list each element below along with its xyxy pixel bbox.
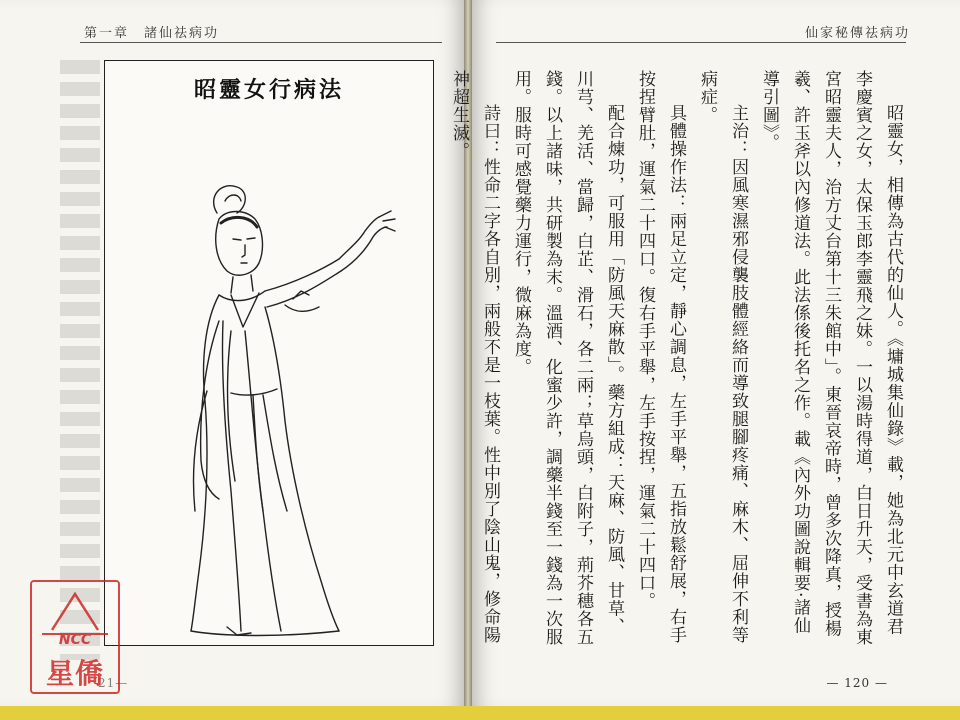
left-running-head: 第一章 諸仙祛病功 [84, 26, 220, 41]
stamp-latin-text: NCC [58, 632, 92, 648]
right-page [449, 0, 960, 706]
paragraph-indications: 主治：因風寒濕邪侵襲肢體經絡而導致腿腳疼痛、麻木、屈伸不利等病症。 [697, 70, 748, 644]
right-running-head: 仙家秘傳祛病功 [804, 26, 910, 41]
bleed-through-text [60, 60, 100, 660]
immortal-woman-figure-illustration [135, 131, 405, 641]
paragraph-prescription: 配合煉功，可服用「防風天麻散」。藥方組成：天麻、防風、甘草、川芎、羌活、當歸，白芷、滑石，各二兩；草烏頭，白附子，荊芥穗各五錢。以上諸味，共研製為末。溫酒、化蜜少許，調藥半錢至一錢為一次服用。服時可感覺藥力運行，微麻為度。 [511, 70, 624, 646]
left-header-rule [80, 42, 442, 43]
illustration-frame [104, 60, 434, 646]
paragraph-method: 具體操作法：兩足立定，靜心調息，左手平舉，五指放鬆舒展，右手按捏臂肚，運氣二十四口。復右手平舉，左手按捏，運氣二十四口。 [635, 70, 686, 644]
main-text [449, 70, 908, 650]
paragraph-poem: 詩曰：性命二字各自別，兩般不是一枝葉。性中別了陰山鬼，修命陽神超生滅。 [449, 70, 500, 644]
right-page-number: — 120 — [826, 676, 888, 690]
left-page-number: 21— [98, 676, 129, 690]
paragraph-intro: 昭靈女，相傳為古代的仙人。《墉城集仙錄》載，她為北元中玄道君李慶賓之女，太保玉郎李靈飛之妹。一以湯時得道，白日升天，受書為東宮昭靈夫人，治方丈台第十三朱館中」。東晉哀帝時，曾多次降真，授楊羲、許玉斧以內修道法。此法係後托名之作。載《內外功圖說輯要·諸仙導引圖》。 [759, 70, 903, 646]
stamp-chinese-text: 星僑 [45, 657, 104, 690]
right-header-rule [496, 42, 906, 43]
illustration-title: 昭靈女行病法 [193, 78, 344, 103]
ncc-watermark-stamp [30, 580, 120, 694]
